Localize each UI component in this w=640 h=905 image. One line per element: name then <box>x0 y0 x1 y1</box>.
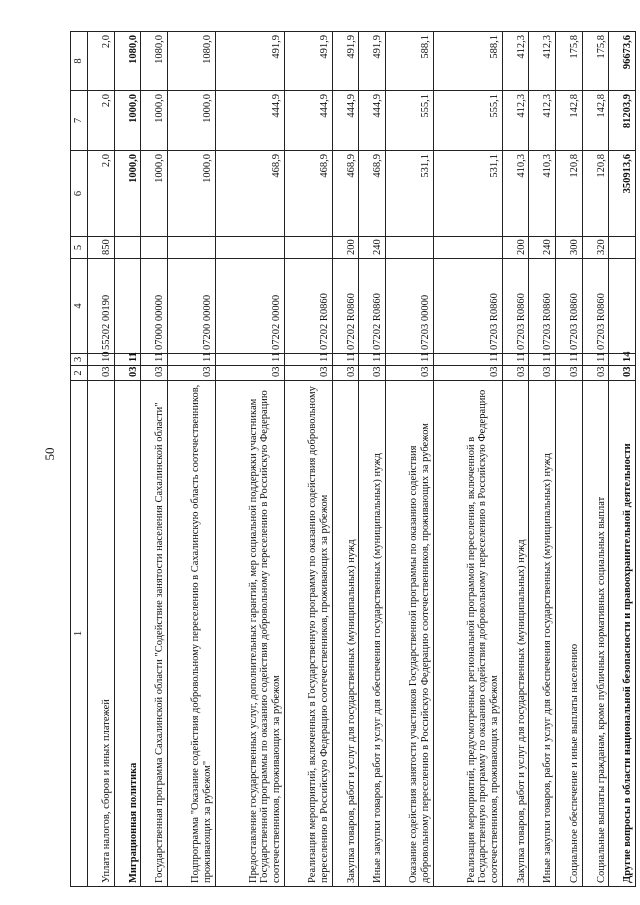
row-subsection: 11 <box>114 354 141 366</box>
row-section: 03 <box>433 366 502 381</box>
header-col-2: 2 <box>71 366 88 381</box>
row-expense-type <box>284 237 332 259</box>
row-subsection: 11 <box>167 354 215 366</box>
row-value-col8: 1080,0 <box>114 32 141 91</box>
row-name: Социальные выплаты гражданам, кроме публичных нормативных социальных выплат <box>582 381 609 887</box>
row-target-article: 07202 00000 <box>215 259 284 354</box>
row-expense-type: 240 <box>359 237 386 259</box>
table-row <box>88 32 115 887</box>
table-row <box>167 32 215 887</box>
header-col-4: 4 <box>71 259 88 354</box>
row-name: Предоставление государственных услуг, дополнительных гарантий, мер социальной поддержки участникам Государственной программы по оказанию содействия добровольному переселению в Российскую Федерацию соотечественников, проживающих за рубежом <box>215 381 284 887</box>
row-target-article: 07202 R0860 <box>332 259 359 354</box>
row-section: 03 <box>114 366 141 381</box>
row-section: 03 <box>167 366 215 381</box>
row-value-col6: 468,9 <box>359 151 386 237</box>
row-expense-type: 200 <box>332 237 359 259</box>
row-value-col7: 142,8 <box>582 91 609 151</box>
row-value-col7: 444,9 <box>284 91 332 151</box>
row-expense-type <box>114 237 141 259</box>
header-col-1: 1 <box>71 381 88 887</box>
row-value-col8: 96673,6 <box>609 32 636 91</box>
row-value-col7: 1000,0 <box>141 91 168 151</box>
row-value-col8: 412,3 <box>529 32 556 91</box>
row-value-col7: 555,1 <box>385 91 433 151</box>
row-value-col6: 531,1 <box>385 151 433 237</box>
rotated-table-wrapper <box>70 32 636 887</box>
row-name: Государственная программа Сахалинской области "Содействие занятости населения Сахалинской области" <box>141 381 168 887</box>
row-value-col6: 1000,0 <box>167 151 215 237</box>
row-value-col8: 175,8 <box>582 32 609 91</box>
row-section: 03 <box>385 366 433 381</box>
row-value-col8: 175,8 <box>556 32 583 91</box>
row-subsection: 11 <box>556 354 583 366</box>
table-row <box>359 32 386 887</box>
row-name: Иные закупки товаров, работ и услуг для обеспечения государственных (муниципальных) нужд <box>359 381 386 887</box>
row-expense-type: 850 <box>88 237 115 259</box>
table-row <box>556 32 583 887</box>
row-name: Реализация мероприятий, включенных в Государственную программу по оказанию содействия добровольному переселению в Российскую Федерацию соотечественников, проживающих за рубежом <box>284 381 332 887</box>
row-value-col6: 531,1 <box>433 151 502 237</box>
table-row <box>332 32 359 887</box>
row-value-col8: 491,9 <box>359 32 386 91</box>
row-value-col7: 1000,0 <box>167 91 215 151</box>
row-target-article: 07203 R0860 <box>556 259 583 354</box>
row-name: Закупка товаров, работ и услуг для государственных (муниципальных) нужд <box>502 381 529 887</box>
row-value-col8: 588,1 <box>433 32 502 91</box>
row-name: Подпрограмма "Оказание содействия добровольному переселению в Сахалинскую область соотечественников, проживающих за рубежом" <box>167 381 215 887</box>
row-value-col6: 1000,0 <box>114 151 141 237</box>
row-section: 03 <box>215 366 284 381</box>
row-expense-type <box>215 237 284 259</box>
table-row <box>385 32 433 887</box>
table-row <box>284 32 332 887</box>
header-col-7: 7 <box>71 91 88 151</box>
row-expense-type: 320 <box>582 237 609 259</box>
row-value-col7: 412,3 <box>502 91 529 151</box>
row-section: 03 <box>141 366 168 381</box>
table-row <box>215 32 284 887</box>
row-name: Другие вопросы в области национальной безопасности и правоохранительной деятельности <box>609 381 636 887</box>
row-value-col7: 81203,9 <box>609 91 636 151</box>
row-value-col6: 468,9 <box>215 151 284 237</box>
row-target-article: 07203 R0860 <box>502 259 529 354</box>
table-row <box>114 32 141 887</box>
row-value-col7: 2,0 <box>88 91 115 151</box>
row-target-article: 55202 00190 <box>88 259 115 354</box>
row-target-article: 07202 R0860 <box>359 259 386 354</box>
row-value-col6: 2,0 <box>88 151 115 237</box>
row-section: 03 <box>502 366 529 381</box>
row-name: Закупка товаров, работ и услуг для государственных (муниципальных) нужд <box>332 381 359 887</box>
row-subsection: 11 <box>433 354 502 366</box>
row-target-article <box>609 259 636 354</box>
header-row <box>71 32 88 887</box>
row-value-col7: 142,8 <box>556 91 583 151</box>
row-expense-type: 200 <box>502 237 529 259</box>
row-value-col6: 120,8 <box>582 151 609 237</box>
row-value-col7: 444,9 <box>332 91 359 151</box>
table-row <box>529 32 556 887</box>
row-subsection: 11 <box>529 354 556 366</box>
row-expense-type: 240 <box>529 237 556 259</box>
row-value-col7: 412,3 <box>529 91 556 151</box>
table-body <box>88 32 636 887</box>
row-target-article: 07203 R0860 <box>582 259 609 354</box>
header-col-6: 6 <box>71 151 88 237</box>
row-subsection: 14 <box>609 354 636 366</box>
row-target-article: 07203 R0860 <box>433 259 502 354</box>
row-target-article: 07000 00000 <box>141 259 168 354</box>
row-section: 03 <box>609 366 636 381</box>
row-subsection: 11 <box>582 354 609 366</box>
row-expense-type <box>609 237 636 259</box>
row-value-col6: 468,9 <box>284 151 332 237</box>
table-row <box>502 32 529 887</box>
row-subsection: 11 <box>359 354 386 366</box>
row-value-col8: 491,9 <box>332 32 359 91</box>
table-row <box>141 32 168 887</box>
row-section: 03 <box>284 366 332 381</box>
row-value-col7: 1000,0 <box>114 91 141 151</box>
row-name: Социальное обеспечение и иные выплаты населению <box>556 381 583 887</box>
row-target-article: 07203 R0860 <box>529 259 556 354</box>
table-row <box>582 32 609 887</box>
row-section: 03 <box>529 366 556 381</box>
row-section: 03 <box>332 366 359 381</box>
row-target-article: 07202 R0860 <box>284 259 332 354</box>
budget-table <box>70 31 636 887</box>
row-target-article: 07200 00000 <box>167 259 215 354</box>
row-name: Иные закупки товаров, работ и услуг для обеспечения государственных (муниципальных) нужд <box>529 381 556 887</box>
row-value-col6: 1000,0 <box>141 151 168 237</box>
row-name: Реализация мероприятий, предусмотренных региональной программой переселения, включенной в Государственную программу по оказанию содействия добровольному переселению в Российскую Федерацию соотечественников, проживающих за рубежом <box>433 381 502 887</box>
row-subsection: 11 <box>502 354 529 366</box>
row-section: 03 <box>556 366 583 381</box>
header-col-5: 5 <box>71 237 88 259</box>
row-expense-type <box>385 237 433 259</box>
row-expense-type <box>433 237 502 259</box>
row-target-article <box>114 259 141 354</box>
row-subsection: 10 <box>88 354 115 366</box>
row-expense-type: 300 <box>556 237 583 259</box>
row-section: 03 <box>359 366 386 381</box>
row-name: Оказание содействия занятости участников Государственной программы по оказанию содействия добровольному переселению в Российскую Федерацию соотечественников, проживающих за рубежом <box>385 381 433 887</box>
table-row <box>433 32 502 887</box>
table-row <box>609 32 636 887</box>
row-expense-type <box>141 237 168 259</box>
row-section: 03 <box>582 366 609 381</box>
row-subsection: 11 <box>284 354 332 366</box>
row-value-col6: 410,3 <box>529 151 556 237</box>
row-value-col6: 120,8 <box>556 151 583 237</box>
row-subsection: 11 <box>141 354 168 366</box>
row-name: Уплата налогов, сборов и иных платежей <box>88 381 115 887</box>
row-value-col8: 588,1 <box>385 32 433 91</box>
row-value-col8: 491,9 <box>215 32 284 91</box>
row-value-col7: 555,1 <box>433 91 502 151</box>
page-number: 50 <box>42 447 57 461</box>
row-value-col6: 468,9 <box>332 151 359 237</box>
row-subsection: 11 <box>215 354 284 366</box>
row-value-col8: 2,0 <box>88 32 115 91</box>
header-col-8: 8 <box>71 32 88 91</box>
row-value-col8: 412,3 <box>502 32 529 91</box>
row-value-col6: 350913,6 <box>609 151 636 237</box>
row-value-col8: 491,9 <box>284 32 332 91</box>
row-value-col8: 1080,0 <box>167 32 215 91</box>
row-value-col6: 410,3 <box>502 151 529 237</box>
row-target-article: 07203 00000 <box>385 259 433 354</box>
row-subsection: 11 <box>332 354 359 366</box>
row-value-col7: 444,9 <box>359 91 386 151</box>
header-col-3: 3 <box>71 354 88 366</box>
row-section: 03 <box>88 366 115 381</box>
row-expense-type <box>167 237 215 259</box>
row-name: Миграционная политика <box>114 381 141 887</box>
row-value-col8: 1080,0 <box>141 32 168 91</box>
row-subsection: 11 <box>385 354 433 366</box>
row-value-col7: 444,9 <box>215 91 284 151</box>
